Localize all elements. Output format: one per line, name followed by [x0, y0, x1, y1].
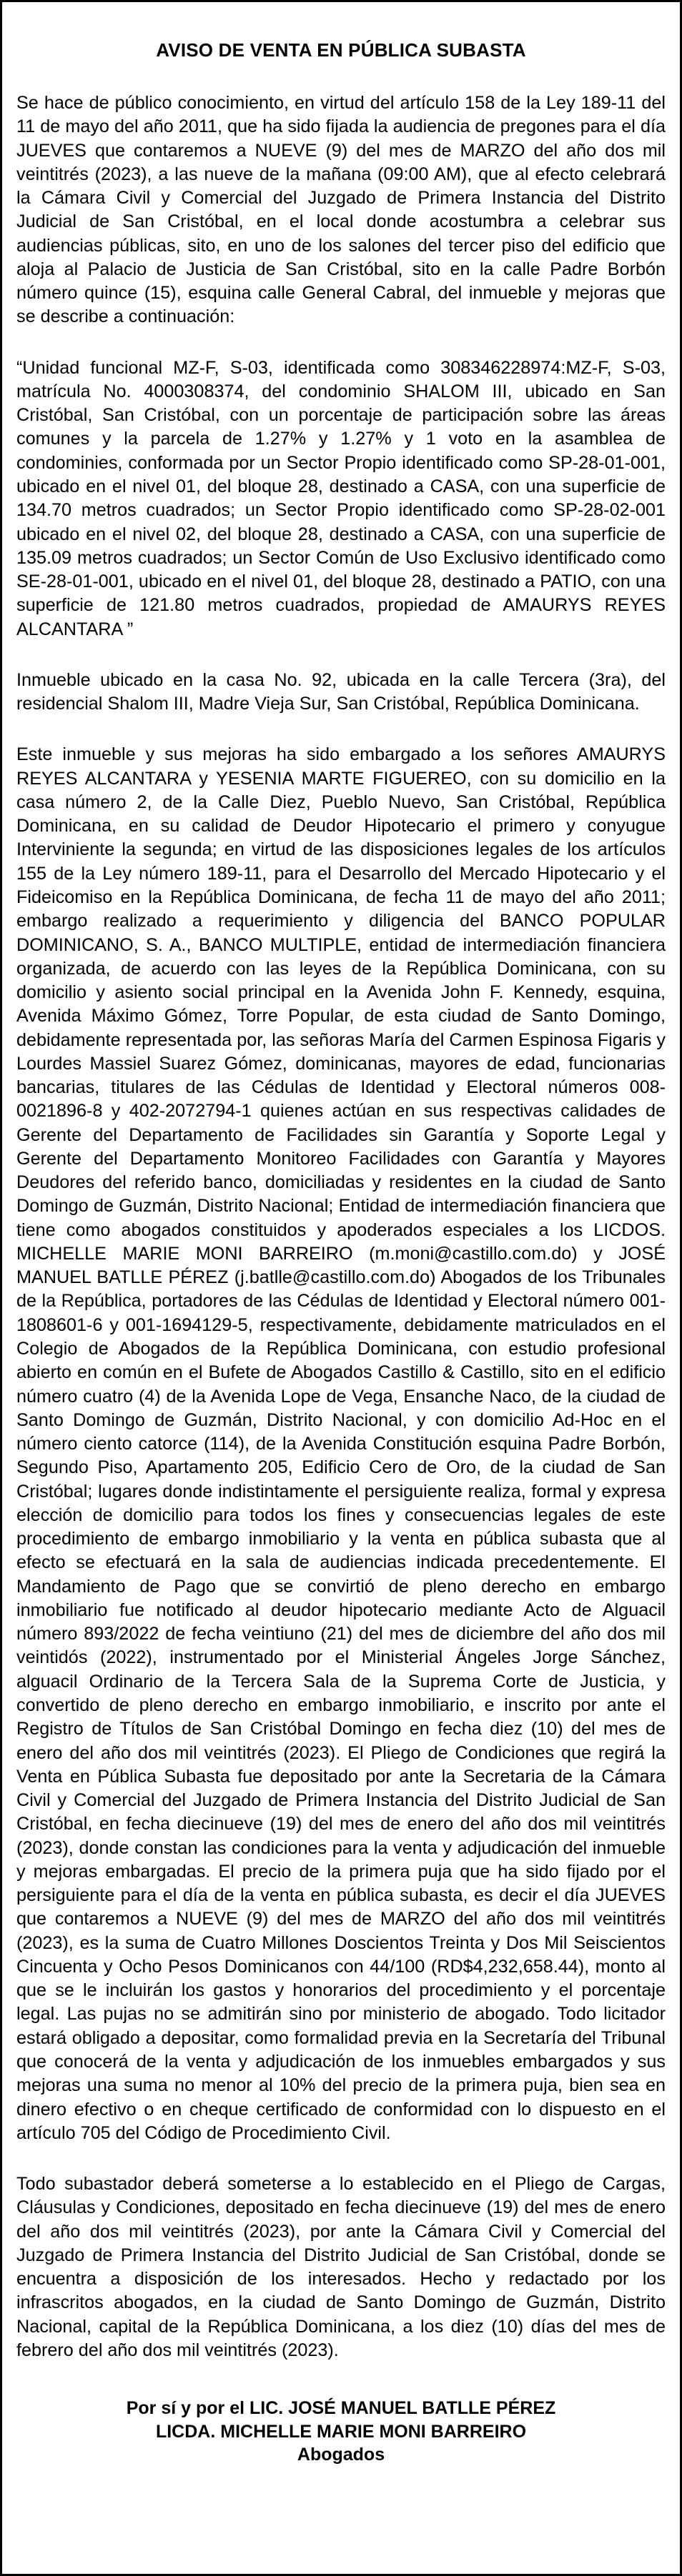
notice-body	[16, 91, 666, 2362]
notice-paragraph-property-location: Inmueble ubicado en la casa No. 92, ubicada en la calle Tercera (3ra), del residencial Shalom III, Madre Vieja Sur, San Cristóbal, República Dominicana.	[16, 669, 666, 714]
notice-paragraph-closing: Todo subastador deberá someterse a lo establecido en el Pliego de Cargas, Cláusulas y Condiciones, depositado en fecha diecinueve (19) del mes de enero del año dos mil veintitrés (2023), por ante la Cámara Civil y Comercial del Juzgado de Primera Instancia del Distrito Judicial de San Cristóbal, donde se encuentra a disposición de los interesados. Hecho y redactado por los infrascritos abogados, en la ciudad de Santo Domingo de Guzmán, Distrito Nacional, capital de la República Dominicana, a los diez (10) días del mes de febrero del año dos mil veintitrés (2023).	[16, 2174, 666, 2360]
signature-line-1: Por sí y por el LIC. JOSÉ MANUEL BATLLE PÉREZ	[126, 2398, 556, 2419]
signature-line-2: LICDA. MICHELLE MARIE MONI BARREIRO	[155, 2421, 527, 2442]
notice-paragraph-property-description: “Unidad funcional MZ-F, S-03, identificada como 308346228974:MZ-F, S-03, matrícula No. 4000308374, del condominio SHALOM III, ubicado en San Cristóbal, San Cristóbal, con un porcentaje de participación sobre las áreas comunes y la parcela de 1.27% y 1.27% y 1 voto en la asamblea de condominies, conformada por un Sector Propio identificado como SP-28-01-001, ubicado en el nivel 01, del bloque 28, destinado a CASA, con una superficie de 134.70 metros cuadrados; un Sector Propio identificado como SP-28-02-001 ubicado en el nivel 02, del bloque 28, destinado a CASA, con una superficie de 135.09 metros cuadrados; un Sector Común de Uso Exclusivo identificado como SE-28-01-001, ubicado en el nivel 01, del bloque 28, destinado a PATIO, con una superficie de 121.80 metros cuadrados, propiedad de AMAURYS REYES ALCANTARA ”	[16, 357, 666, 639]
notice-paragraph-hearing: Se hace de público conocimiento, en virtud del artículo 158 de la Ley 189-11 del 11 de mayo del año 2011, que ha sido fijada la audiencia de pregones para el día JUEVES que contaremos a NUEVE (9) del mes de MARZO del año dos mil veintitrés (2023), a las nueve de la mañana (09:00 AM), que al efecto celebrará la Cámara Civil y Comercial del Juzgado de Primera Instancia del Distrito Judicial de San Cristóbal, en el local donde acostumbra a celebrar sus audiencias públicas, sito, en uno de los salones del tercer piso del edificio que aloja al Palacio de Justicia de San Cristóbal, sito en la calle Padre Borbón número quince (15), esquina calle General Cabral, del inmueble y mejoras que se describe a continuación:	[16, 93, 666, 327]
signature-block	[16, 2397, 666, 2467]
notice-paragraph-seizure-details: Este inmueble y sus mejoras ha sido embargado a los señores AMAURYS REYES ALCANTARA y YESENIA MARTE FIGUEREO, con su domicilio en la casa número 2, de la Calle Diez, Pueblo Nuevo, San Cristóbal, República Dominicana, en su calidad de Deudor Hipotecario el primero y conyugue Interviniente la segunda; en virtud de las disposiciones legales de los artículos 155 de la Ley número 189-11, para el Desarrollo del Mercado Hipotecario y el Fideicomiso en la República Dominicana, de fecha 11 de mayo del año 2011; embargo realizado a requerimiento y diligencia del BANCO POPULAR DOMINICANO, S. A., BANCO MULTIPLE, entidad de intermediación financiera organizada, de acuerdo con las leyes de la República Dominicana, con su domicilio y asiento social principal en la Avenida John F. Kennedy, esquina, Avenida Máximo Gómez, Torre Popular, de esta ciudad de Santo Domingo, debidamente representada por, las señoras María del Carmen Espinosa Figaris y Lourdes Massiel Suarez Gómez, dominicanas, mayores de edad, funcionarias bancarias, titulares de las Cédulas de Identidad y Electoral números 008-0021896-8 y 402-2072794-1 quienes actúan en sus respectivas calidades de Gerente del Departamento de Facilidades sin Garantía y Soporte Legal y Gerente del Departamento Monitoreo Facilidades con Garantía y Mayores Deudores del referido banco, domiciliadas y residentes en la ciudad de Santo Domingo de Guzmán, Distrito Nacional; Entidad de intermediación financiera que tiene como abogados constituidos y apoderados especiales a los LICDOS. MICHELLE MARIE MONI BARREIRO (m.moni@castillo.com.do) y JOSÉ MANUEL BATLLE PÉREZ (j.batlle@castillo.com.do) Abogados de los Tribunales de la República, portadores de las Cédulas de Identidad y Electoral número 001-1808601-6 y 001-1694129-5, respectivamente, debidamente matriculados en el Colegio de Abogados de la República Dominicana, con estudio profesional abierto en común en el Bufete de Abogados Castillo & Castillo, sito en el edificio número cuatro (4) de la Avenida Lope de Vega, Ensanche Naco, de la ciudad de Santo Domingo de Guzmán, Distrito Nacional, y con domicilio Ad-Hoc en el número ciento catorce (114), de la Avenida Constitución esquina Padre Borbón, Segundo Piso, Apartamento 205, Edificio Cero de Oro, de la ciudad de San Cristóbal; lugares donde indistintamente el persiguiente realiza, formal y expresa elección de domicilio para todos los fines y consecuencias legales de este procedimiento de embargo inmobiliario y la venta en pública subasta que al efecto se efectuará en la sala de audiencias indicada precedentemente. El Mandamiento de Pago que se convirtió de pleno derecho en embargo inmobiliario fue notificado al deudor hipotecario mediante Acto de Alguacil número 893/2022 de fecha veintiuno (21) del mes de diciembre del año dos mil veintidós (2022), instrumentado por el Ministerial Ángeles Jorge Sánchez, alguacil Ordinario de la Tercera Sala de la Suprema Corte de Justicia, y convertido de pleno derecho en embargo inmobiliario, e inscrito por ante el Registro de Títulos de San Cristóbal Domingo en fecha diez (10) del mes de enero del año dos mil veintitrés (2023). El Pliego de Condiciones que regirá la Venta en Pública Subasta fue depositado por ante la Secretaria de la Cámara Civil y Comercial del Juzgado de Primera Instancia del Distrito Judicial de San Cristóbal, en fecha diecinueve (19) del mes de enero del año dos mil veintitrés (2023), donde constan las condiciones para la venta y adjudicación del inmueble y mejoras embargadas. El precio de la primera puja que ha sido fijado por el persiguiente para el día de la venta en pública subasta, es decir el día JUEVES que contaremos a NUEVE (9) del mes de MARZO del año dos mil veintitrés (2023), es la suma de Cuatro Millones Doscientos Treinta y Dos Mil Seiscientos Cincuenta y Ocho Pesos Dominicanos con 44/100 (RD$4,232,658.44), monto al que se le incluirán los gastos y honorarios del procedimiento y el porcentaje legal. Las pujas no se admitirán sino por ministerio de abogado. Todo licitador estará obligado a depositar, como formalidad previa en la Secretaría del Tribunal que conocerá de la venta y adjudicación de los inmuebles embargados y sus mejoras una suma no menor al 10% del precio de la primera puja, bien sea en dinero efectivo o en cheque certificado de conformidad con lo dispuesto en el artículo 705 del Código de Procedimiento Civil.	[16, 744, 666, 2143]
notice-title: AVISO DE VENTA EN PÚBLICA SUBASTA	[156, 39, 526, 61]
signature-line-3: Abogados	[297, 2445, 385, 2465]
